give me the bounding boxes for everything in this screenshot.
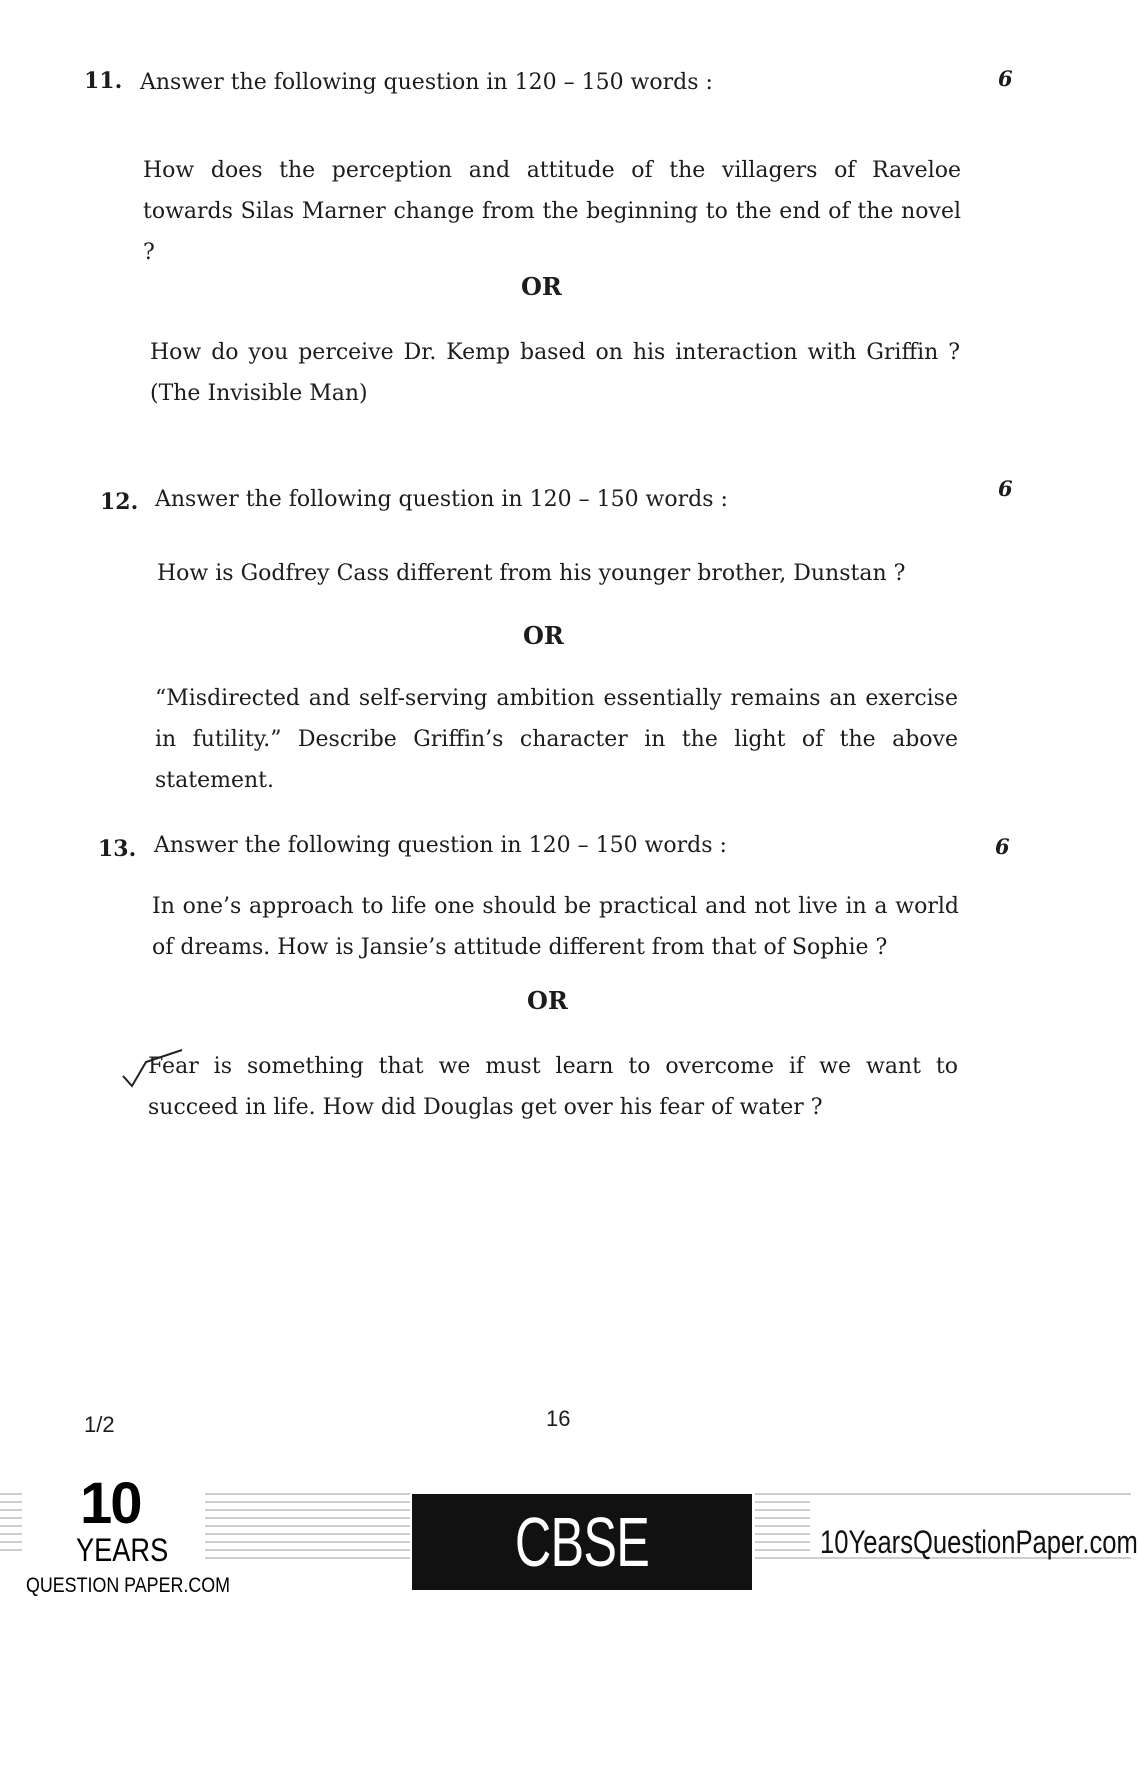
question-marks-13: 6 bbox=[995, 834, 1010, 859]
question-13-option-b: Fear is something that we must learn to overcome if we want to succeed in life. How did Douglas get over his fear of water ? bbox=[148, 1054, 958, 1120]
question-marks-12: 6 bbox=[998, 476, 1013, 501]
question-marks-11: 6 bbox=[998, 66, 1013, 91]
question-11-option-a: How does the perception and attitude of the villagers of Raveloe towards Silas Marner change from the beginning to the end of the novel ? bbox=[143, 158, 961, 265]
logo-number: 10 bbox=[80, 1471, 141, 1536]
question-instruction-12: Answer the following question in 120 – 150 words : bbox=[155, 487, 728, 512]
website-url: 10YearsQuestionPaper.com bbox=[820, 1524, 1138, 1560]
question-number-12: 12. bbox=[100, 489, 139, 515]
logo-years: YEARS bbox=[76, 1532, 169, 1568]
page-code: 1/2 bbox=[84, 1412, 115, 1437]
board-banner bbox=[412, 1494, 752, 1773]
board-banner-text: CBSE BOARD XII bbox=[494, 1503, 670, 1773]
question-instruction-11: Answer the following question in 120 – 150 words : bbox=[140, 70, 713, 95]
or-divider-13: OR bbox=[527, 986, 568, 1015]
or-divider-11: OR bbox=[521, 272, 562, 301]
page-number: 16 bbox=[546, 1406, 571, 1431]
logo-site-name: QUESTION PAPER.COM bbox=[26, 1574, 230, 1597]
question-12-option-b: “Misdirected and self-serving ambition essentially remains an exercise in futility.” Describe Griffin’s character in the light of the above statement. bbox=[155, 686, 958, 793]
question-12-option-a: How is Godfrey Cass different from his younger brother, Dunstan ? bbox=[157, 561, 906, 586]
question-11-option-b: How do you perceive Dr. Kemp based on his interaction with Griffin ? (The Invisible Man) bbox=[150, 340, 960, 406]
question-instruction-13: Answer the following question in 120 – 150 words : bbox=[154, 833, 727, 858]
or-divider-12: OR bbox=[523, 621, 564, 650]
question-number-11: 11. bbox=[84, 68, 123, 94]
question-number-13: 13. bbox=[98, 836, 137, 862]
question-13-option-a: In one’s approach to life one should be practical and not live in a world of dreams. How is Jansie’s attitude different from that of Sophie ? bbox=[152, 894, 959, 960]
